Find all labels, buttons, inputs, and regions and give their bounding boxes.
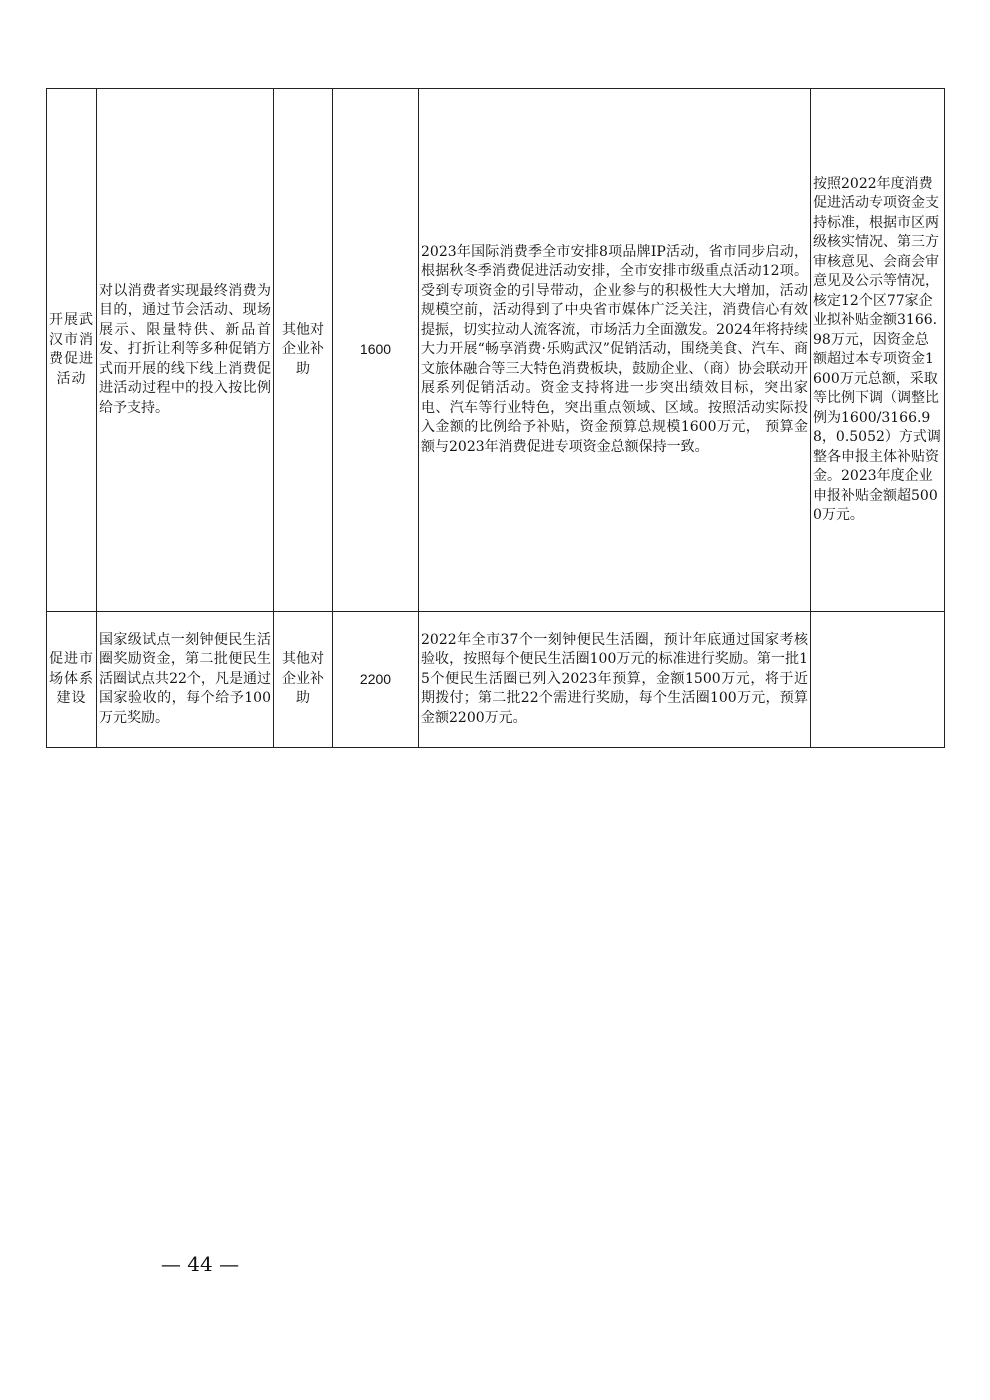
note-cell: 按照2022年度消费促进活动专项资金支持标准，根据市区两级核实情况、第三方审核意见、会商会审意见及公示等情况，核定12个区77家企业拟补贴金额3166.98万元，因资金总额超过本专项资金1600万元总额，采取等比例下调（调整比例为1600/3166.98，0.5052）方式调整各申报主体补贴资金。2023年度企业申报补贴金额超5000万元。	[811, 89, 945, 612]
basis-cell: 2023年国际消费季全市安排8项品牌IP活动，省市同步启动，根据秋冬季消费促进活动安排，全市安排市级重点活动12项。受到专项资金的引导带动，企业参与的积极性大大增加，活动规模空前，活动得到了中央省市媒体广泛关注，消费信心有效提振，切实拉动人流客流，市场活力全面激发。2024年将持续大力开展“畅享消费·乐购武汉”促销活动，围绕美食、汽车、商文旅体融合等三大特色消费板块，鼓励企业、（商）协会联动开展系列促销活动。资金支持将进一步突出绩效目标，突出家电、汽车等行业特色，突出重点领域、区域。按照活动实际投入金额的比例给予补贴，资金预算总规模1600万元， 预算金额与2023年消费促进专项资金总额保持一致。	[419, 89, 811, 612]
basis-cell: 2022年全市37个一刻钟便民生活圈，预计年底通过国家考核验收，按照每个便民生活圈100万元的标准进行奖励。第一批15个便民生活圈已列入2023年预算，金额1500万元，将于近期拨付；第二批22个需进行奖励，每个生活圈100万元，预算金额2200万元。	[419, 612, 811, 748]
note-cell	[811, 612, 945, 748]
amount-cell: 1600	[333, 89, 419, 612]
project-name-cell: 开展武汉市消费促进活动	[47, 89, 97, 612]
subsidy-type-cell: 其他对企业补助	[274, 89, 333, 612]
amount-cell: 2200	[333, 612, 419, 748]
project-content-cell: 国家级试点一刻钟便民生活圈奖励资金，第二批便民生活圈试点共22个，凡是通过国家验收的，每个给予100万元奖励。	[97, 612, 274, 748]
budget-table	[46, 88, 945, 748]
table-row	[47, 612, 945, 748]
table-row	[47, 89, 945, 612]
page-number: — 44 —	[160, 1252, 240, 1276]
subsidy-type-cell: 其他对企业补助	[274, 612, 333, 748]
project-name-cell: 促进市场体系建设	[47, 612, 97, 748]
project-content-cell: 对以消费者实现最终消费为目的，通过节会活动、现场展示、限量特供、新品首发、打折让利等多种促销方式而开展的线下线上消费促进活动过程中的投入按比例给予支持。	[97, 89, 274, 612]
